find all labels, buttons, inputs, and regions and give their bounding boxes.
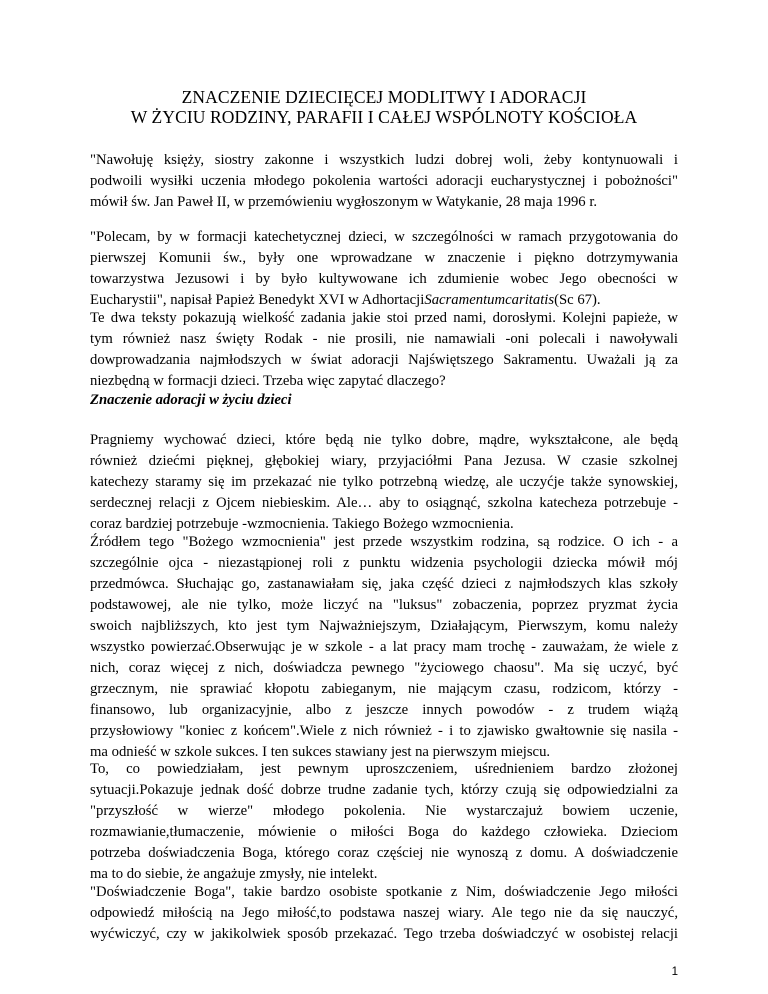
- text-line: szczególnie ojca - niezastąpionej roli z punktu widzenia psychologii dziecka mówił mój: [90, 555, 678, 571]
- text-line: coraz bardziej potrzebuje -wzmocnienia. Takiego Bożego wzmocnienia.: [90, 516, 514, 532]
- text-line: finansowo, lub organizacyjnie, albo z jeszcze innych powodów - z trudem wiążą: [90, 702, 678, 718]
- text-line: sytuacji.Pokazuje jednak dość dobrze trudne zadanie tych, którzy czują się odpowiedzialni za: [90, 782, 678, 798]
- text-line: dowprowadzania najmłodszych w świat adoracji Najświętszego Sakramentu. Uważali ją za: [90, 352, 678, 368]
- text-line: towarzystwa Jezusowi i by było kultywowane ich zdumienie wobec Jego obecności w: [90, 271, 678, 287]
- text-line: przysłowiowy "koniec z końcem".Wiele z nich również - i to zjawisko gwałtownie się nasila -: [90, 723, 678, 739]
- text-line: "Doświadczenie Boga", takie bardzo osobiste spotkanie z Nim, doświadczenie Jego miłości: [90, 884, 678, 900]
- text-line: swoich najbliższych, kto jest tym Najważniejszym, Działającym, Pierwszym, komu należy: [90, 618, 678, 634]
- paragraph-7: [90, 882, 678, 945]
- title-line-1: ZNACZENIE DZIECIĘCEJ MODLITWY I ADORACJI: [181, 87, 587, 107]
- text-line: mówił św. Jan Paweł II, w przemówieniu wygłoszonym w Watykanie, 28 maja 1996 r.: [90, 194, 598, 210]
- paragraph-6: [90, 759, 678, 885]
- text-line: grzecznym, nie sprawiać kłopotu zabieganym, nie mającym czasu, rodzicom, którzy -: [90, 681, 678, 697]
- paragraph-1: [90, 150, 678, 213]
- document-title: [0, 87, 768, 127]
- section-heading: Znaczenie adoracji w życiu dzieci: [90, 392, 292, 408]
- text-line: rozmawianie,tłumaczenie, mówienie o miłości Boga do każdego człowieka. Dzieciom: [90, 824, 678, 840]
- text-line: przedmówca. Słuchając go, zastanawiałam się, jaka część dzieci z najmłodszych klas szkoły: [90, 576, 678, 592]
- text-line: ma odnieść w szkole sukces. I ten sukces stawiany jest na pierwszym miejscu.: [90, 744, 551, 760]
- text-line: pierwszej Komunii św., były one wprowadzane w znaczenie i piękno dotrzymywania: [90, 250, 678, 266]
- citation-text: Eucharystii", napisał Papież Benedykt XVI w Adhortacji: [90, 292, 425, 308]
- text-line: również dziećmi pięknej, głębokiej wiary, przyjaciółmi Pana Jezusa. W czasie szkolnej: [90, 453, 678, 469]
- text-line: wyćwiczyć, czy w jakikolwiek sposób przekazać. Tego trzeba doświadczyć w osobistej relacji: [90, 926, 678, 942]
- text-line: nich, coraz więcej z nich, doświadcza pewnego "życiowego chaosu". Ma się uczyć, być: [90, 660, 678, 676]
- text-line: niezbędną w formacji dzieci. Trzeba więc zapytać dlaczego?: [90, 373, 446, 389]
- paragraph-4: [90, 430, 678, 535]
- text-line: podwoili wysiłki uczenia młodego pokolenia wartości adoracji eucharystycznej i pobożności": [90, 173, 678, 189]
- text-line: Pragniemy wychować dzieci, które będą nie tylko dobre, mądre, wykształcone, ale będą: [90, 432, 678, 448]
- text-line: potrzeba doświadczenia Boga, którego coraz częściej nie wynoszą z domu. A doświadczenie: [90, 845, 678, 861]
- citation-ref: (Sc 67).: [554, 292, 601, 308]
- text-line: katechezy staramy się im przekazać nie tylko potrzebną wiedzę, ale uczyćje także synowskiej,: [90, 474, 678, 490]
- paragraph-5: [90, 532, 678, 763]
- text-line: "Nawołuję księży, siostry zakonne i wszystkich ludzi dobrej woli, żeby kontynuowali i: [90, 152, 678, 168]
- text-line: Te dwa teksty pokazują wielkość zadania jakie stoi przed nami, dorosłymi. Kolejni papieże, w: [90, 310, 678, 326]
- paragraph-3: [90, 308, 678, 392]
- text-line: odpowiedź miłością na Jego miłość,to podstawa naszej wiary. Ale tego nie da się nauczyć,: [90, 905, 678, 921]
- text-line: ma to do siebie, że angażuje zmysły, nie intelekt.: [90, 866, 378, 882]
- text-line: Źródłem tego "Bożego wzmocnienia" jest przede wszystkim rodzina, są rodzice. O ich - a: [90, 534, 678, 550]
- text-line: To, co powiedziałam, jest pewnym uproszczeniem, uśrednieniem bardzo złożonej: [90, 761, 678, 777]
- text-line: "przyszłość w wierze" młodego pokolenia. Nie wystarczajuż bowiem uczenie,: [90, 803, 678, 819]
- text-line: podstawowej, ale nie tylko, może liczyć na "luksus" zobaczenia, poprzez pryzmat życia: [90, 597, 678, 613]
- page-number: 1: [671, 966, 678, 978]
- text-line: tym również nasz święty Rodak - nie prosili, nie namawiali -oni polecali i nawoływali: [90, 331, 678, 347]
- text-line: serdecznej relacji z Ojcem niebieskim. Ale… aby to osiągnąć, szkolna katecheza potrzebuje -: [90, 495, 678, 511]
- document-title-italic: Sacramentumcaritatis: [424, 292, 555, 308]
- text-line: "Polecam, by w formacji katechetycznej dzieci, w szczególności w ramach przygotowania do: [90, 229, 678, 245]
- text-line: wszystko powierzać.Obserwując je w szkole - a lat pracy mam trochę - zauważam, że wiele z: [90, 639, 678, 655]
- paragraph-2: [90, 227, 678, 311]
- title-line-2: W ŻYCIU RODZINY, PARAFII I CAŁEJ WSPÓLNOTY KOŚCIOŁA: [130, 107, 638, 127]
